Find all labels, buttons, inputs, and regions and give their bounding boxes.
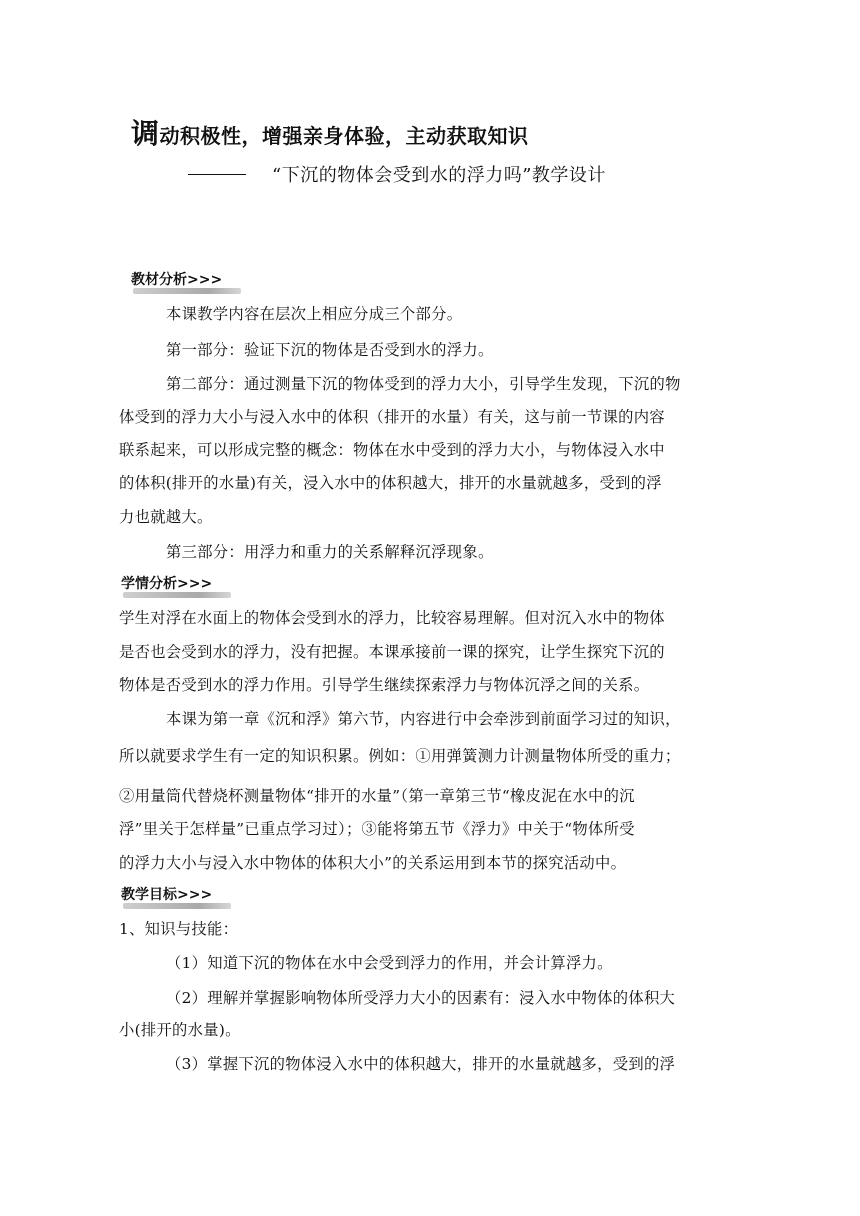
paragraph-line: （2）理解并掌握影响物体所受浮力大小的因素有：浸入水中物体的体积大: [166, 989, 676, 1007]
paragraph-line: 所以就要求学生有一定的知识积累。例如：①用弹簧测力计测量物体所受的重力；: [119, 747, 681, 765]
paragraph-line: 的体积(排开的水量)有关，浸入水中的体积越大，排开的水量就越多，受到的浮: [119, 474, 662, 492]
paragraph-line: 浮”里关于怎样量”已重点学习过）；③能将第五节《浮力》中关于“物体所受: [119, 820, 635, 838]
paragraph-line: 1、知识与技能：: [119, 920, 239, 938]
paragraph-line: 小(排开的水量)。: [119, 1021, 241, 1039]
paragraph-line: ②用量筒代替烧杯测量物体“排开的水量”（第一章第三节“橡皮泥在水中的沉: [119, 787, 635, 805]
paragraph-line: 第三部分：用浮力和重力的关系解释沉浮现象。: [166, 543, 494, 561]
section-heading-students: [121, 573, 212, 593]
heading-underline: [133, 288, 241, 294]
paragraph-line: 体受到的浮力大小与浸入水中的体积（排开的水量）有关，这与前一节课的内容: [119, 408, 665, 426]
section-heading-label: 学情分析>>>: [121, 576, 213, 592]
paragraph-line: （1）知道下沉的物体在水中会受到浮力的作用，并会计算浮力。: [166, 954, 613, 972]
paragraph-line: 第二部分：通过测量下沉的物体受到的浮力大小，引导学生发现，下沉的物: [166, 375, 681, 393]
paragraph-line: 本课教学内容在层次上相应分成三个部分。: [166, 305, 463, 323]
section-heading-goals: [121, 884, 212, 904]
paragraph-line: 学生对浮在水面上的物体会受到水的浮力，比较容易理解。但对沉入水中的物体: [119, 609, 665, 627]
heading-underline: [123, 592, 231, 598]
heading-underline: [123, 903, 231, 909]
paragraph-line: 物体是否受到水的浮力作用。引导学生继续探索浮力与物体沉浮之间的关系。: [119, 676, 650, 694]
title-drop-char: 调: [131, 117, 160, 150]
section-heading-materials: [131, 269, 222, 289]
paragraph-line: 的浮力大小与浸入水中物体的体积大小”的关系运用到本节的探究活动中。: [119, 854, 627, 872]
paragraph-line: 第一部分：验证下沉的物体是否受到水的浮力。: [166, 341, 494, 359]
paragraph-line: （3）掌握下沉的物体浸入水中的体积越大，排开的水量就越多，受到的浮: [166, 1055, 676, 1073]
section-heading-label: 教材分析>>>: [131, 272, 223, 288]
paragraph-line: 是否也会受到水的浮力，没有把握。本课承接前一课的探究，让学生探究下沉的: [119, 643, 665, 661]
subtitle-dash: [188, 174, 246, 175]
subtitle-text: “下沉的物体会受到水的浮力吗”教学设计: [272, 165, 606, 186]
paragraph-line: 本课为第一章《沉和浮》第六节，内容进行中会牵涉到前面学习过的知识，: [166, 710, 681, 728]
section-heading-label: 教学目标>>>: [121, 887, 213, 903]
paragraph-line: 联系起来，可以形成完整的概念：物体在水中受到的浮力大小，与物体浸入水中: [119, 441, 665, 459]
title-text: 动积极性，增强亲身体验，主动获取知识: [159, 124, 529, 148]
page-subtitle: [188, 161, 606, 187]
page-title: [131, 112, 529, 152]
paragraph-line: 力也就越大。: [119, 508, 213, 526]
